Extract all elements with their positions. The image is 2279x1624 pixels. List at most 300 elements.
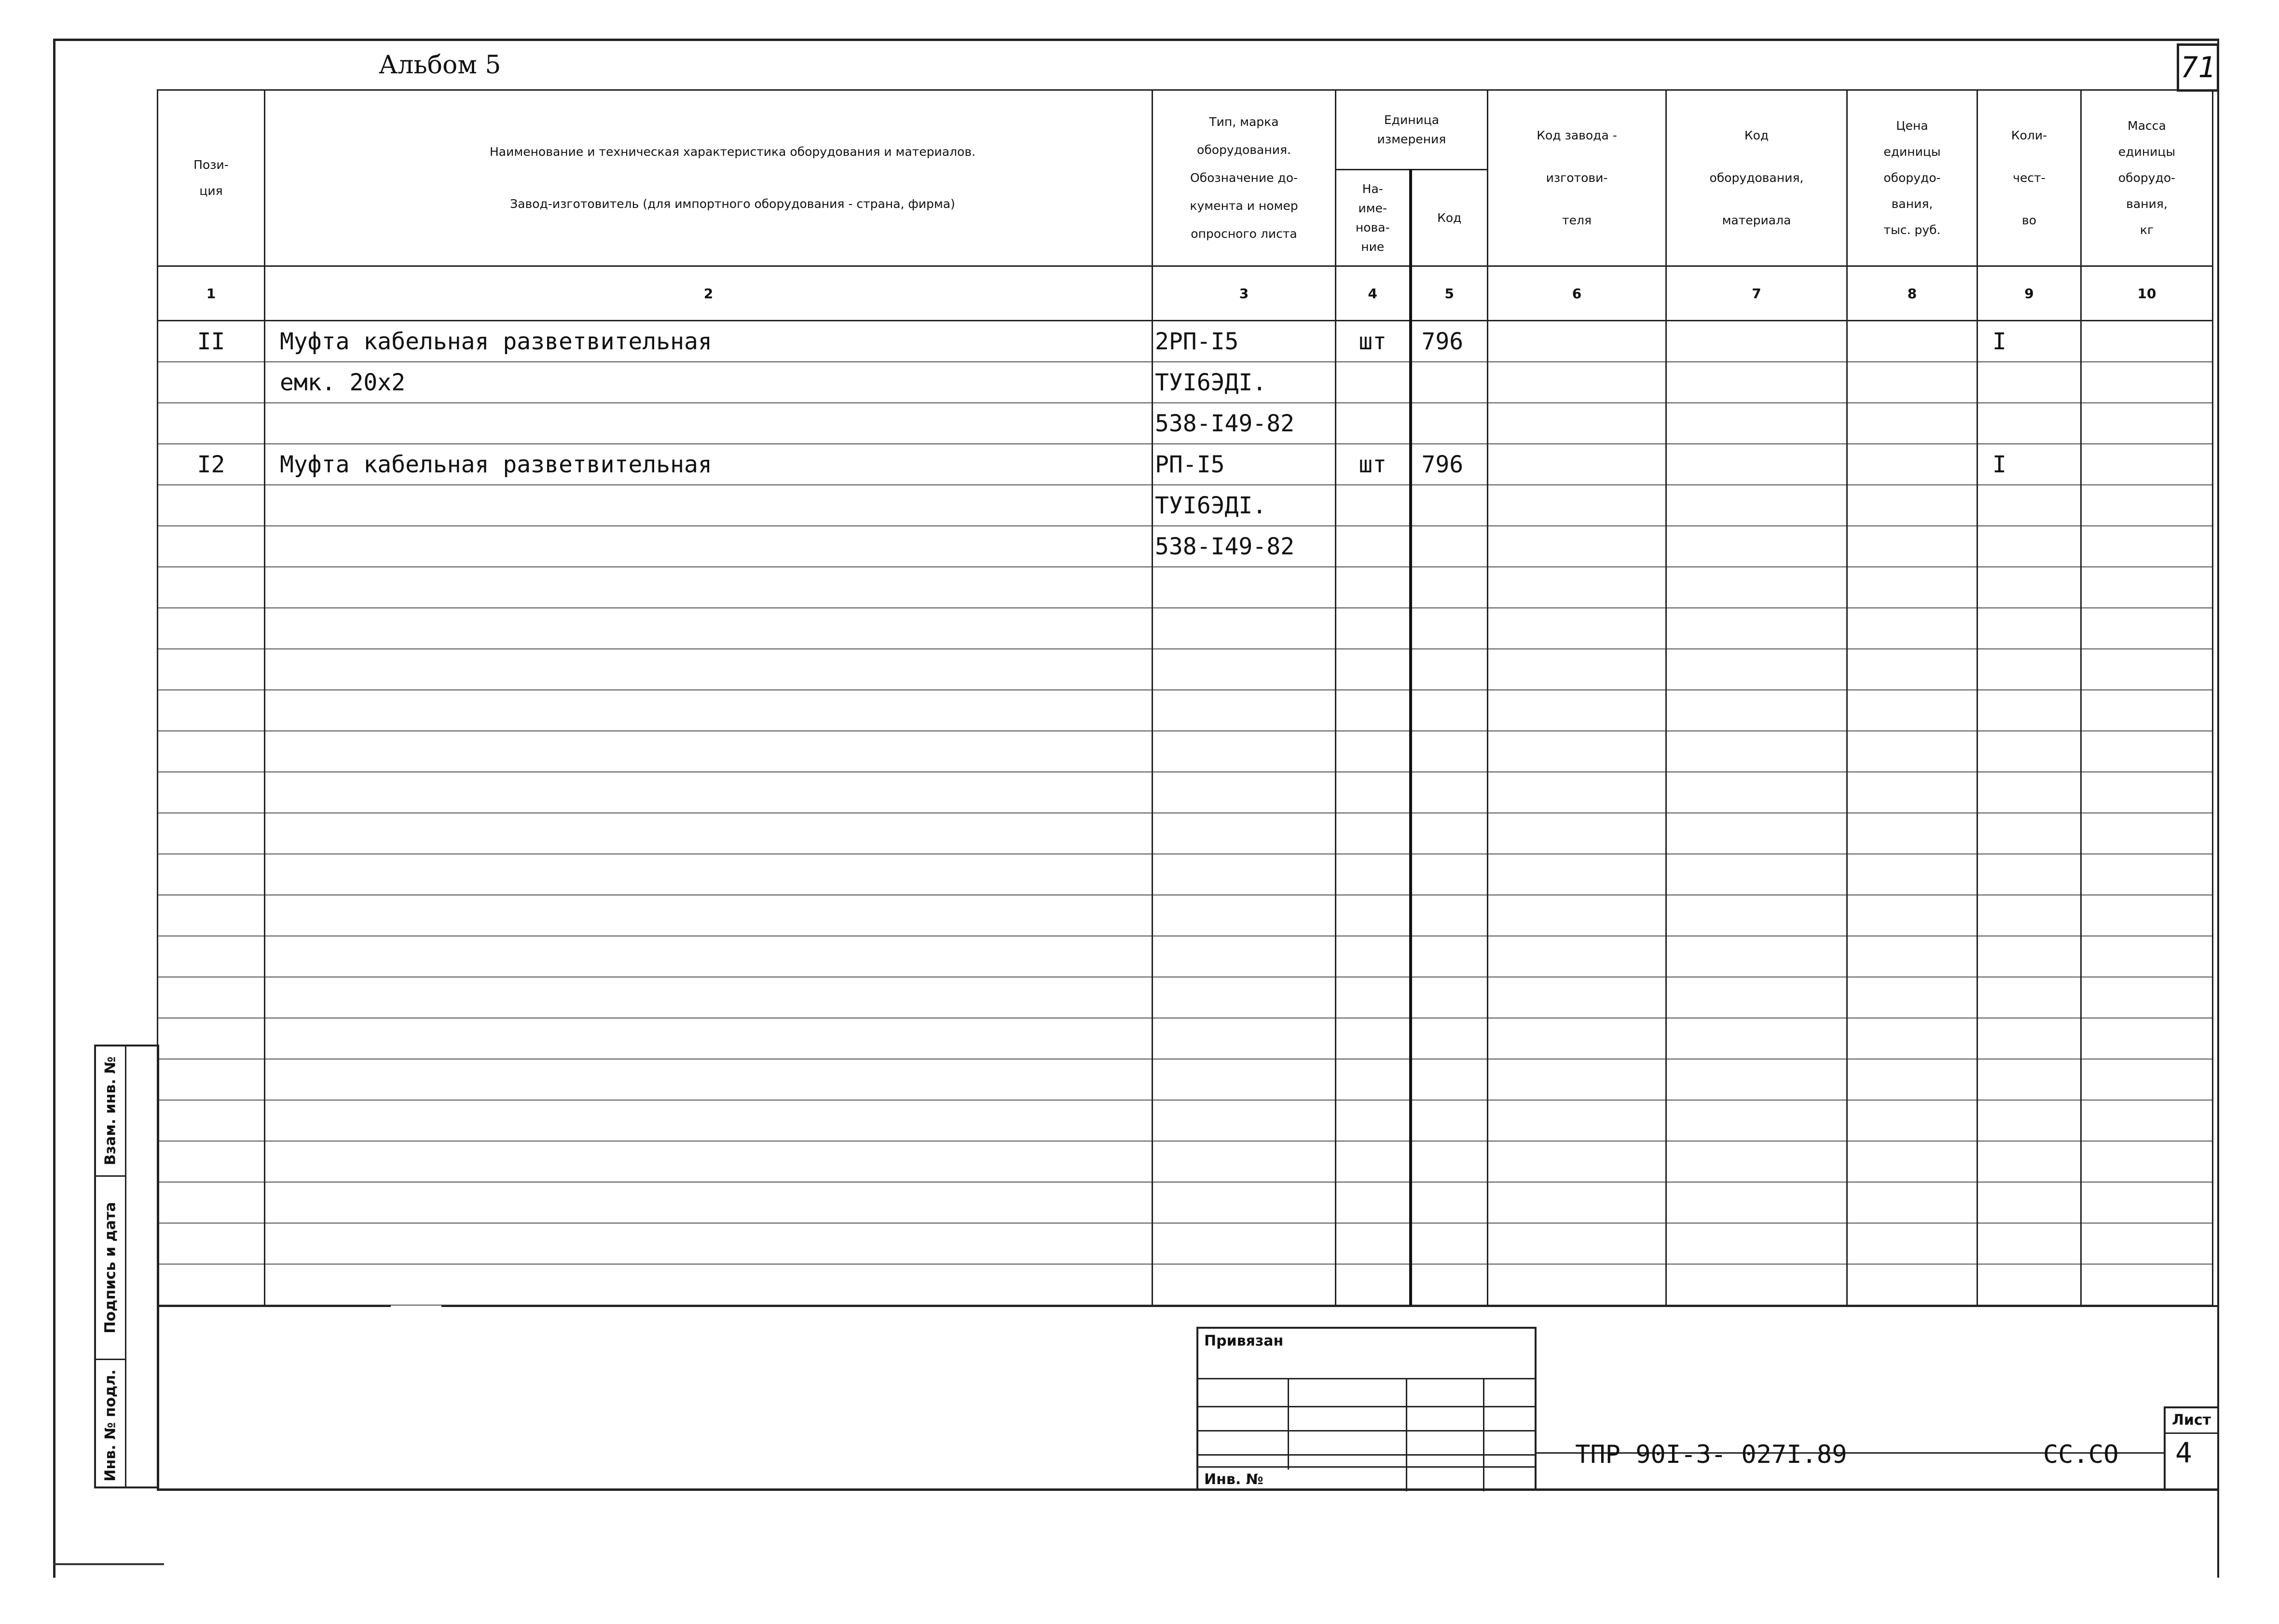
table-cell <box>1488 1223 1666 1264</box>
table-cell <box>1977 1018 2081 1059</box>
table-cell <box>1488 936 1666 977</box>
table-cell <box>2081 567 2213 608</box>
table-cell <box>265 772 1153 813</box>
table-cell <box>265 649 1153 690</box>
frame-line <box>441 1305 2219 1307</box>
table-cell <box>1666 485 1847 526</box>
table-cell <box>1488 321 1666 362</box>
table-cell: ТУI6ЭДI. <box>1153 485 1336 526</box>
table-cell <box>1977 1182 2081 1223</box>
table-row <box>158 731 2213 772</box>
table-cell: 538-I49-82 <box>1153 526 1336 567</box>
side-field-original-inv: Инв. № подл. <box>102 1369 119 1482</box>
table-cell <box>265 1018 1153 1059</box>
table-cell <box>1336 1018 1411 1059</box>
frame-line <box>159 1305 391 1307</box>
table-cell <box>1336 485 1411 526</box>
table-cell <box>1666 1264 1847 1305</box>
table-cell <box>1977 1223 2081 1264</box>
table-row <box>158 895 2213 936</box>
col-number: 8 <box>1847 266 1977 321</box>
table-cell: 538-I49-82 <box>1153 403 1336 444</box>
frame-line <box>53 1563 164 1565</box>
table-cell <box>1847 444 1977 485</box>
table-cell <box>265 485 1153 526</box>
table-cell <box>1977 1059 2081 1100</box>
table-cell: II <box>158 321 265 362</box>
table-cell <box>1847 608 1977 649</box>
table-cell <box>158 1018 265 1059</box>
table-cell <box>1153 649 1336 690</box>
table-cell <box>158 936 265 977</box>
table-cell <box>1336 1059 1411 1100</box>
table-cell <box>1977 895 2081 936</box>
table-row <box>158 1264 2213 1305</box>
table-cell <box>1666 362 1847 403</box>
table-row <box>158 567 2213 608</box>
sheet-label: Лист <box>2166 1408 2217 1434</box>
table-cell <box>1336 977 1411 1018</box>
table-cell <box>1666 1182 1847 1223</box>
side-stamp <box>94 1045 159 1488</box>
table-cell <box>1977 1264 2081 1305</box>
table-cell <box>265 690 1153 731</box>
table-cell <box>158 977 265 1018</box>
header-col-6: Код завода - изготови- теля <box>1488 90 1666 266</box>
table-cell <box>1977 690 2081 731</box>
table-cell <box>1847 1182 1977 1223</box>
table-cell <box>1411 1141 1488 1182</box>
table-cell <box>1666 813 1847 854</box>
col-number: 1 <box>158 266 265 321</box>
table-cell <box>1977 526 2081 567</box>
table-cell <box>1977 772 2081 813</box>
header-col-9: Коли- чест- во <box>1977 90 2081 266</box>
col-number: 2 <box>265 266 1153 321</box>
table-cell <box>1666 854 1847 895</box>
table-cell <box>2081 1264 2213 1305</box>
table-cell <box>1153 813 1336 854</box>
header-col-2: Наименование и техническая характеристика оборудования и материалов. Завод-изготовитель (для импортного оборудования - страна, фирма) <box>265 90 1153 266</box>
table-cell <box>1411 1264 1488 1305</box>
table-cell <box>1336 731 1411 772</box>
table-cell <box>1336 936 1411 977</box>
table-cell <box>265 854 1153 895</box>
album-label: Альбом 5 <box>379 51 501 80</box>
col-number: 7 <box>1666 266 1847 321</box>
table-cell: шт <box>1336 321 1411 362</box>
table-cell <box>1977 649 2081 690</box>
table-cell <box>1488 813 1666 854</box>
table-cell <box>158 403 265 444</box>
document-code: ТПР 90I-3- 027I.89 <box>1575 1440 1847 1469</box>
table-cell <box>1411 526 1488 567</box>
table-cell <box>1336 362 1411 403</box>
table-cell <box>265 1223 1153 1264</box>
table-cell <box>2081 813 2213 854</box>
table-row <box>158 649 2213 690</box>
table-cell <box>1411 1100 1488 1141</box>
table-cell <box>1488 362 1666 403</box>
table-row <box>158 813 2213 854</box>
table-cell <box>1488 977 1666 1018</box>
table-cell <box>1847 1223 1977 1264</box>
col-number: 6 <box>1488 266 1666 321</box>
table-row <box>158 403 2213 444</box>
table-cell <box>1666 526 1847 567</box>
table-cell: I <box>1977 321 2081 362</box>
table-cell <box>2081 1223 2213 1264</box>
table-cell <box>1153 895 1336 936</box>
table-cell <box>1666 1223 1847 1264</box>
table-cell <box>1977 854 2081 895</box>
table-row <box>158 526 2213 567</box>
table-cell <box>2081 1141 2213 1182</box>
table-cell <box>1666 977 1847 1018</box>
table-cell <box>265 813 1153 854</box>
table-cell <box>1977 608 2081 649</box>
table-row <box>158 690 2213 731</box>
table-cell <box>1411 649 1488 690</box>
header-col-5: Код <box>1411 170 1488 266</box>
table-cell <box>1847 526 1977 567</box>
table-cell <box>1336 1100 1411 1141</box>
table-cell <box>1153 854 1336 895</box>
table-cell <box>1488 526 1666 567</box>
table-cell <box>1153 690 1336 731</box>
table-cell <box>1666 403 1847 444</box>
table-cell <box>1488 485 1666 526</box>
table-cell <box>2081 854 2213 895</box>
side-field-signature-date: Подпись и дата <box>96 1177 125 1360</box>
table-cell <box>1411 1059 1488 1100</box>
table-cell <box>1488 772 1666 813</box>
table-cell <box>2081 690 2213 731</box>
table-cell <box>1411 567 1488 608</box>
table-cell: Муфта кабельная разветвительная <box>265 321 1153 362</box>
table-cell <box>265 1141 1153 1182</box>
table-cell <box>1336 567 1411 608</box>
table-cell <box>158 813 265 854</box>
table-cell <box>265 1264 1153 1305</box>
table-cell <box>1847 936 1977 977</box>
table-cell <box>265 1182 1153 1223</box>
table-cell <box>158 567 265 608</box>
table-row <box>158 321 2213 362</box>
table-cell <box>1336 403 1411 444</box>
table-cell <box>1411 1018 1488 1059</box>
table-cell <box>1847 362 1977 403</box>
table-cell <box>1666 1018 1847 1059</box>
table-cell <box>1488 1141 1666 1182</box>
table-cell <box>1666 772 1847 813</box>
table-cell <box>265 1059 1153 1100</box>
table-cell <box>1153 936 1336 977</box>
table-cell <box>2081 649 2213 690</box>
table-cell <box>1153 1182 1336 1223</box>
table-cell <box>1411 936 1488 977</box>
table-cell <box>1666 321 1847 362</box>
table-cell <box>1977 936 2081 977</box>
table-cell <box>1488 731 1666 772</box>
table-cell <box>1153 1018 1336 1059</box>
table-cell <box>1411 854 1488 895</box>
header-col-1: Пози- ция <box>158 90 265 266</box>
table-cell <box>158 526 265 567</box>
table-cell <box>158 362 265 403</box>
table-cell <box>158 1223 265 1264</box>
table-cell <box>1488 403 1666 444</box>
table-cell <box>1488 567 1666 608</box>
header-col-7: Код оборудования, материала <box>1666 90 1847 266</box>
table-cell <box>265 608 1153 649</box>
table-cell <box>1488 649 1666 690</box>
table-cell <box>1847 1264 1977 1305</box>
table-cell <box>1847 321 1977 362</box>
table-cell <box>1666 690 1847 731</box>
table-cell <box>1153 1059 1336 1100</box>
table-row <box>158 1141 2213 1182</box>
table-cell <box>1847 403 1977 444</box>
table-cell <box>1488 444 1666 485</box>
table-cell <box>1488 1182 1666 1223</box>
table-cell <box>1847 690 1977 731</box>
table-cell <box>2081 772 2213 813</box>
table-cell <box>1153 1223 1336 1264</box>
table-cell <box>1847 813 1977 854</box>
table-cell <box>1153 567 1336 608</box>
table-cell: I2 <box>158 444 265 485</box>
table-cell <box>2081 321 2213 362</box>
table-cell <box>1847 731 1977 772</box>
table-cell <box>265 936 1153 977</box>
col-number: 3 <box>1153 266 1336 321</box>
table-row <box>158 444 2213 485</box>
table-cell <box>1847 1100 1977 1141</box>
table-cell <box>1336 608 1411 649</box>
table-cell <box>1666 895 1847 936</box>
header-col-3: Тип, марка оборудования. Обозначение до- кумента и номер опросного листа <box>1153 90 1336 266</box>
table-cell <box>1847 854 1977 895</box>
table-cell: 796 <box>1411 444 1488 485</box>
table-cell <box>1666 444 1847 485</box>
table-cell: 2РП-I5 <box>1153 321 1336 362</box>
table-row <box>158 1059 2213 1100</box>
table-cell <box>1666 936 1847 977</box>
table-cell <box>1977 1141 2081 1182</box>
table-cell <box>2081 526 2213 567</box>
table-cell <box>158 854 265 895</box>
table-row <box>158 1018 2213 1059</box>
table-cell <box>1488 854 1666 895</box>
table-cell <box>1847 567 1977 608</box>
table-cell <box>1411 403 1488 444</box>
table-cell <box>1411 813 1488 854</box>
table-cell <box>1411 608 1488 649</box>
table-row <box>158 1100 2213 1141</box>
table-cell <box>2081 895 2213 936</box>
table-cell <box>1977 731 2081 772</box>
table-cell <box>1411 895 1488 936</box>
table-cell <box>265 731 1153 772</box>
table-cell <box>158 649 265 690</box>
table-cell <box>2081 1018 2213 1059</box>
table-cell <box>2081 936 2213 977</box>
table-row <box>158 977 2213 1018</box>
table-cell <box>1977 362 2081 403</box>
table-cell <box>1847 649 1977 690</box>
table-cell <box>2081 608 2213 649</box>
table-cell <box>1847 485 1977 526</box>
table-cell <box>2081 444 2213 485</box>
table-cell <box>1153 1264 1336 1305</box>
table-cell <box>1977 567 2081 608</box>
col-number: 9 <box>1977 266 2081 321</box>
table-row <box>158 772 2213 813</box>
table-cell <box>1488 1100 1666 1141</box>
document-suffix: СС.СО <box>2043 1440 2119 1469</box>
table-row <box>158 485 2213 526</box>
table-cell: I <box>1977 444 2081 485</box>
table-cell <box>1336 854 1411 895</box>
table-cell <box>1411 1182 1488 1223</box>
table-cell: 796 <box>1411 321 1488 362</box>
table-cell <box>1847 1059 1977 1100</box>
table-cell <box>265 1100 1153 1141</box>
table-cell <box>1488 1018 1666 1059</box>
table-cell: ТУI6ЭДI. <box>1153 362 1336 403</box>
frame-line <box>157 1305 159 1491</box>
header-col-10: Масса единицы оборудо- вания, кг <box>2081 90 2213 266</box>
header-unit-group: Единица измерения <box>1336 90 1488 170</box>
header-col-8: Цена единицы оборудо- вания, тыс. руб. <box>1847 90 1977 266</box>
table-row <box>158 936 2213 977</box>
table-cell <box>1336 772 1411 813</box>
table-cell: емк. 20х2 <box>265 362 1153 403</box>
table-cell <box>1666 608 1847 649</box>
bound-stamp <box>1196 1327 1537 1491</box>
table-cell <box>2081 977 2213 1018</box>
table-cell <box>1153 1100 1336 1141</box>
table-cell: Муфта кабельная разветвительная <box>265 444 1153 485</box>
table-cell <box>1977 485 2081 526</box>
table-cell <box>1336 1182 1411 1223</box>
table-cell <box>265 567 1153 608</box>
sheet-box <box>2164 1406 2219 1491</box>
table-row <box>158 854 2213 895</box>
table-cell <box>1411 1223 1488 1264</box>
table-cell <box>1411 772 1488 813</box>
col-number: 10 <box>2081 266 2213 321</box>
table-cell <box>158 895 265 936</box>
table-cell <box>1847 895 1977 936</box>
table-cell <box>2081 1059 2213 1100</box>
table-cell <box>1847 772 1977 813</box>
table-cell <box>1336 895 1411 936</box>
table-cell <box>1488 895 1666 936</box>
col-number: 5 <box>1411 266 1488 321</box>
table-cell <box>1977 403 2081 444</box>
table-cell <box>1488 1264 1666 1305</box>
frame-line <box>157 1488 2219 1491</box>
table-cell <box>265 403 1153 444</box>
table-cell <box>158 690 265 731</box>
table-cell <box>1666 731 1847 772</box>
table-cell <box>1153 772 1336 813</box>
table-cell <box>1847 1141 1977 1182</box>
inv-label: Инв. № <box>1204 1471 1263 1488</box>
table-cell <box>1847 977 1977 1018</box>
table-cell <box>2081 362 2213 403</box>
table-cell <box>158 608 265 649</box>
table-cell <box>1411 362 1488 403</box>
table-cell <box>2081 403 2213 444</box>
table-cell <box>1666 567 1847 608</box>
table-cell <box>1666 1059 1847 1100</box>
table-cell <box>1411 485 1488 526</box>
page-number-box: 71 <box>2177 43 2219 92</box>
table-cell <box>1666 1100 1847 1141</box>
sheet-number: 4 <box>2175 1436 2192 1469</box>
table-cell <box>158 1182 265 1223</box>
table-cell <box>1977 977 2081 1018</box>
table-cell <box>1336 649 1411 690</box>
table-cell <box>2081 485 2213 526</box>
table-cell <box>1336 1223 1411 1264</box>
table-cell <box>2081 731 2213 772</box>
table-cell <box>1336 1264 1411 1305</box>
table-cell <box>1666 649 1847 690</box>
table-cell <box>1847 1018 1977 1059</box>
table-cell <box>1411 977 1488 1018</box>
table-cell <box>1336 1141 1411 1182</box>
table-cell <box>1153 1141 1336 1182</box>
table-cell <box>1411 690 1488 731</box>
table-cell <box>158 731 265 772</box>
table-cell <box>2081 1182 2213 1223</box>
col-number: 4 <box>1336 266 1411 321</box>
table-cell <box>158 772 265 813</box>
table-cell <box>265 526 1153 567</box>
table-cell <box>1336 690 1411 731</box>
table-row <box>158 362 2213 403</box>
table-cell <box>1411 731 1488 772</box>
table-cell <box>158 1264 265 1305</box>
table-cell <box>1977 1100 2081 1141</box>
table-cell <box>1977 813 2081 854</box>
table-cell: шт <box>1336 444 1411 485</box>
table-row <box>158 1182 2213 1223</box>
table-cell <box>1336 526 1411 567</box>
table-cell: РП-I5 <box>1153 444 1336 485</box>
table-row <box>158 608 2213 649</box>
table-cell <box>1488 690 1666 731</box>
table-cell <box>1336 813 1411 854</box>
table-row <box>158 1223 2213 1264</box>
table-cell <box>158 1141 265 1182</box>
table-cell <box>1666 1141 1847 1182</box>
table-cell <box>265 895 1153 936</box>
table-cell <box>1488 608 1666 649</box>
table-cell <box>158 1059 265 1100</box>
bound-label: Привязан <box>1204 1333 1284 1349</box>
side-field-replaced-inv: Взам. инв. № <box>96 1046 125 1177</box>
table-cell <box>2081 1100 2213 1141</box>
table-cell <box>1488 1059 1666 1100</box>
table-cell <box>158 1100 265 1141</box>
specification-table <box>157 89 2213 1306</box>
table-cell <box>1153 731 1336 772</box>
